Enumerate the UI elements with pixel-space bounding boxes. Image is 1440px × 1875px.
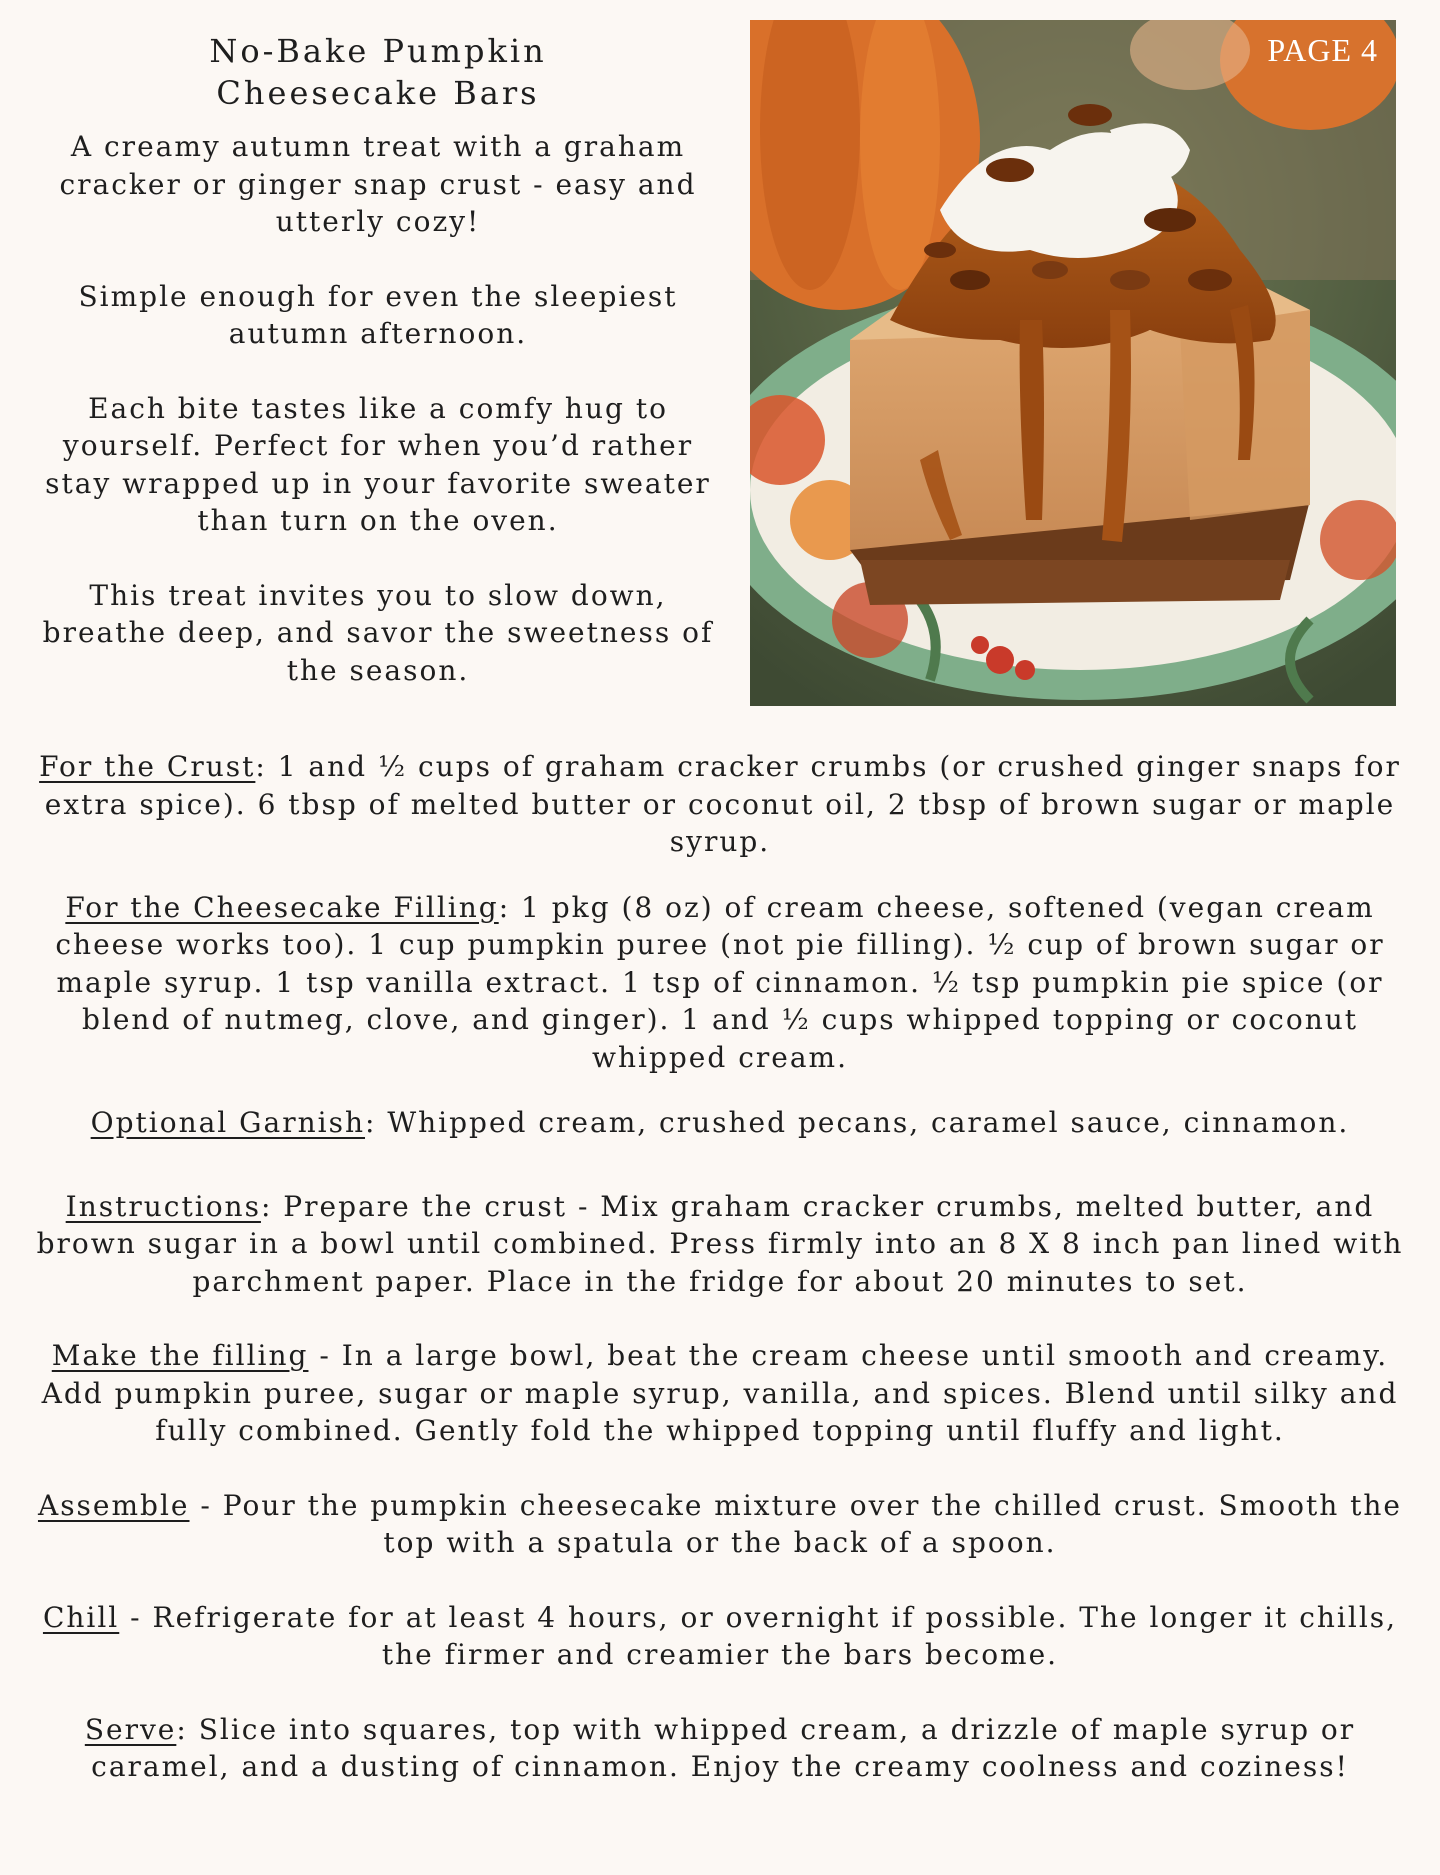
serve-step — [32, 1711, 1408, 1786]
garnish-separator: : — [365, 1106, 388, 1139]
pumpkin-cheesecake-photo-icon — [750, 20, 1396, 706]
recipe-photo — [750, 20, 1396, 706]
assemble-label: Assemble — [37, 1488, 190, 1522]
assemble-text: Pour the pumpkin cheesecake mixture over the chilled crust. Smooth the top with a spatula or the back of a spoon. — [222, 1488, 1403, 1559]
recipe-title — [38, 30, 718, 114]
garnish-section — [32, 1104, 1408, 1142]
serve-separator: : — [176, 1712, 199, 1746]
intro-paragraph-2: Simple enough for even the sleepiest autumn afternoon. — [78, 279, 678, 350]
title-line-1: No-Bake Pumpkin — [209, 32, 547, 70]
crust-label: For the Crust — [39, 750, 256, 783]
garnish-label: Optional Garnish — [90, 1106, 366, 1139]
filling-text: 1 pkg (8 oz) of cream cheese, softened (vegan cream cheese works too). 1 cup pumpkin puree (not pie filling). ½ cup of brown sugar or maple syrup. 1 tsp vanilla extract. 1 tsp of cinnamon. ½ tsp pumpkin pie spice (or blend of nutmeg, clove, and ginger). 1 and ½ cups whipped topping or coconut whipped cream. — [55, 890, 1385, 1074]
filling-label: For the Cheesecake Filling — [65, 890, 499, 924]
chill-separator: - — [119, 1600, 153, 1634]
crust-section — [32, 748, 1408, 861]
assemble-separator: - — [189, 1488, 223, 1522]
garnish-text: Whipped cream, crushed pecans, caramel sauce, cinnamon. — [387, 1106, 1350, 1139]
chill-label: Chill — [42, 1600, 120, 1634]
recipe-body — [32, 748, 1408, 1823]
serve-text: Slice into squares, top with whipped cream, a drizzle of maple syrup or caramel, and a dusting of cinnamon. Enjoy the creamy coolness and coziness! — [91, 1712, 1356, 1783]
filling-section — [32, 889, 1408, 1077]
crust-text: 1 and ½ cups of graham cracker crumbs (or crushed ginger snaps for extra spice). 6 tbsp of melted butter or coconut oil, 2 tbsp of brown sugar or maple syrup. — [44, 750, 1401, 858]
intro-paragraph-4: This treat invites you to slow down, breathe deep, and savor the sweetness of the season. — [42, 578, 714, 687]
make-filling-text: In a large bowl, beat the cream cheese until smooth and creamy. Add pumpkin puree, sugar or maple syrup, vanilla, and spices. Blend until silky and fully combined. Gently fold the whipped topping until fluffy and light. — [41, 1339, 1399, 1447]
serve-label: Serve — [84, 1712, 177, 1746]
make-filling-separator: - — [308, 1339, 342, 1372]
intro-paragraph-1: A creamy autumn treat with a graham cracker or ginger snap crust - easy and utterly cozy! — [59, 130, 697, 238]
instructions-section — [32, 1188, 1408, 1301]
filling-separator: : — [498, 890, 522, 924]
make-filling-label: Make the filling — [51, 1339, 309, 1372]
instructions-separator: : — [260, 1189, 284, 1223]
instructions-text: Prepare the crust - Mix graham cracker crumbs, melted butter, and brown sugar in a bowl until combined. Press firmly into an 8 X 8 inch pan lined with parchment paper. Place in the fridge for about 20 minutes to set. — [36, 1189, 1404, 1298]
chill-text: Refrigerate for at least 4 hours, or overnight if possible. The longer it chills, the firmer and creamier the bars become. — [152, 1600, 1398, 1671]
intro-column — [38, 30, 718, 726]
intro-paragraph-3: Each bite tastes like a comfy hug to yourself. Perfect for when you’d rather stay wrapped up in your favorite sweater than turn on the oven. — [45, 391, 711, 537]
make-filling-step — [32, 1337, 1408, 1450]
instructions-label: Instructions — [65, 1189, 261, 1223]
chill-step — [32, 1599, 1408, 1674]
assemble-step — [32, 1487, 1408, 1562]
page-number-label: PAGE 4 — [1267, 32, 1378, 68]
title-line-2: Cheesecake Bars — [216, 74, 540, 112]
crust-separator: : — [255, 750, 278, 783]
